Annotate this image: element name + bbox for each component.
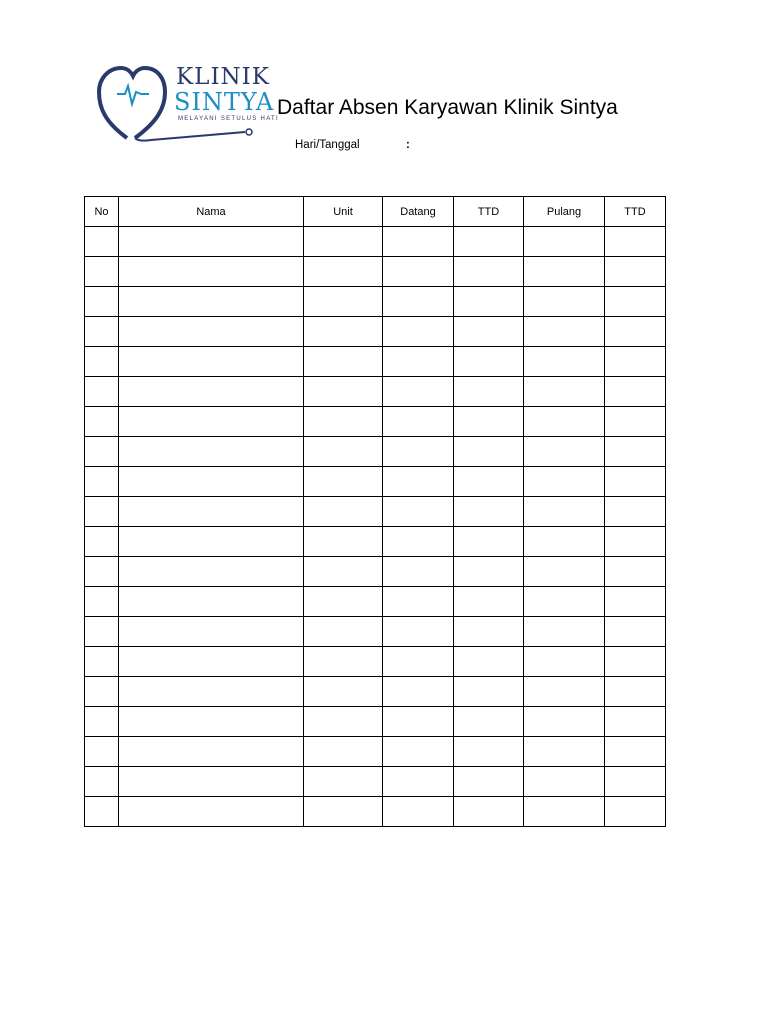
cell-unit — [304, 767, 383, 797]
table-row — [85, 797, 666, 827]
cell-ttd-pulang — [605, 647, 666, 677]
cell-nama — [119, 407, 304, 437]
cell-no — [85, 677, 119, 707]
cell-unit — [304, 617, 383, 647]
header-unit: Unit — [304, 197, 383, 227]
cell-pulang — [524, 647, 605, 677]
cell-ttd-datang — [454, 617, 524, 647]
cell-unit — [304, 287, 383, 317]
cell-datang — [383, 377, 454, 407]
cell-nama — [119, 287, 304, 317]
cell-pulang — [524, 797, 605, 827]
cell-ttd-pulang — [605, 767, 666, 797]
cell-datang — [383, 707, 454, 737]
cell-unit — [304, 557, 383, 587]
cell-nama — [119, 737, 304, 767]
table-row — [85, 617, 666, 647]
cell-nama — [119, 617, 304, 647]
cell-nama — [119, 347, 304, 377]
cell-no — [85, 287, 119, 317]
cell-no — [85, 257, 119, 287]
cell-no — [85, 377, 119, 407]
table-row — [85, 227, 666, 257]
cell-datang — [383, 617, 454, 647]
cell-no — [85, 617, 119, 647]
table-row — [85, 587, 666, 617]
logo-text-sintya: SINTYA — [174, 88, 275, 116]
cell-ttd-pulang — [605, 677, 666, 707]
cell-no — [85, 527, 119, 557]
cell-nama — [119, 527, 304, 557]
cell-nama — [119, 497, 304, 527]
table-body — [85, 227, 666, 827]
cell-no — [85, 347, 119, 377]
cell-ttd-datang — [454, 437, 524, 467]
cell-unit — [304, 587, 383, 617]
cell-no — [85, 647, 119, 677]
cell-nama — [119, 437, 304, 467]
cell-unit — [304, 677, 383, 707]
cell-datang — [383, 347, 454, 377]
cell-ttd-pulang — [605, 797, 666, 827]
logo-text-klinik: KLINIK — [176, 64, 270, 90]
cell-nama — [119, 707, 304, 737]
cell-pulang — [524, 347, 605, 377]
cell-datang — [383, 587, 454, 617]
cell-nama — [119, 377, 304, 407]
cell-ttd-datang — [454, 677, 524, 707]
cell-unit — [304, 647, 383, 677]
cell-datang — [383, 437, 454, 467]
table-row — [85, 767, 666, 797]
cell-datang — [383, 317, 454, 347]
cell-nama — [119, 257, 304, 287]
cell-unit — [304, 317, 383, 347]
table-row — [85, 677, 666, 707]
cell-ttd-datang — [454, 257, 524, 287]
cell-ttd-datang — [454, 287, 524, 317]
cell-nama — [119, 467, 304, 497]
cell-pulang — [524, 587, 605, 617]
cell-ttd-datang — [454, 557, 524, 587]
table-row — [85, 707, 666, 737]
table-row — [85, 287, 666, 317]
cell-unit — [304, 347, 383, 377]
table-row — [85, 377, 666, 407]
cell-nama — [119, 647, 304, 677]
cell-pulang — [524, 257, 605, 287]
cell-datang — [383, 527, 454, 557]
cell-pulang — [524, 437, 605, 467]
cell-no — [85, 737, 119, 767]
cell-no — [85, 797, 119, 827]
cell-ttd-pulang — [605, 287, 666, 317]
cell-no — [85, 407, 119, 437]
cell-datang — [383, 497, 454, 527]
cell-ttd-pulang — [605, 227, 666, 257]
cell-ttd-datang — [454, 527, 524, 557]
cell-no — [85, 707, 119, 737]
cell-ttd-pulang — [605, 617, 666, 647]
cell-no — [85, 227, 119, 257]
cell-unit — [304, 797, 383, 827]
cell-ttd-datang — [454, 767, 524, 797]
cell-pulang — [524, 287, 605, 317]
table-row — [85, 407, 666, 437]
header-datang: Datang — [383, 197, 454, 227]
cell-ttd-pulang — [605, 707, 666, 737]
cell-ttd-datang — [454, 347, 524, 377]
cell-pulang — [524, 377, 605, 407]
header-ttd-datang: TTD — [454, 197, 524, 227]
cell-no — [85, 437, 119, 467]
header-no: No — [85, 197, 119, 227]
cell-nama — [119, 557, 304, 587]
cell-ttd-datang — [454, 707, 524, 737]
cell-unit — [304, 407, 383, 437]
cell-unit — [304, 737, 383, 767]
cell-ttd-datang — [454, 737, 524, 767]
cell-pulang — [524, 707, 605, 737]
cell-unit — [304, 497, 383, 527]
cell-ttd-pulang — [605, 317, 666, 347]
cell-unit — [304, 707, 383, 737]
cell-ttd-datang — [454, 497, 524, 527]
cell-pulang — [524, 407, 605, 437]
cell-unit — [304, 227, 383, 257]
cell-ttd-datang — [454, 227, 524, 257]
cell-ttd-pulang — [605, 557, 666, 587]
table-row — [85, 347, 666, 377]
cell-nama — [119, 587, 304, 617]
table-row — [85, 737, 666, 767]
cell-ttd-pulang — [605, 587, 666, 617]
cell-pulang — [524, 317, 605, 347]
table-row — [85, 257, 666, 287]
cell-nama — [119, 767, 304, 797]
cell-ttd-datang — [454, 587, 524, 617]
cell-datang — [383, 287, 454, 317]
cell-ttd-pulang — [605, 497, 666, 527]
cell-pulang — [524, 557, 605, 587]
cell-ttd-datang — [454, 377, 524, 407]
cell-ttd-datang — [454, 467, 524, 497]
cell-datang — [383, 767, 454, 797]
header-pulang: Pulang — [524, 197, 605, 227]
cell-ttd-datang — [454, 407, 524, 437]
cell-pulang — [524, 767, 605, 797]
table-row — [85, 647, 666, 677]
cell-ttd-datang — [454, 317, 524, 347]
cell-ttd-pulang — [605, 527, 666, 557]
cell-unit — [304, 257, 383, 287]
header-nama: Nama — [119, 197, 304, 227]
cell-pulang — [524, 737, 605, 767]
cell-ttd-pulang — [605, 347, 666, 377]
logo-tagline: MELAYANI SETULUS HATI — [178, 116, 279, 122]
cell-datang — [383, 677, 454, 707]
table-header-row — [85, 197, 666, 227]
date-label: Hari/Tanggal — [295, 139, 360, 151]
cell-unit — [304, 377, 383, 407]
cell-ttd-pulang — [605, 437, 666, 467]
date-separator: : — [406, 139, 410, 151]
cell-nama — [119, 317, 304, 347]
table-row — [85, 527, 666, 557]
cell-datang — [383, 647, 454, 677]
cell-ttd-pulang — [605, 257, 666, 287]
cell-unit — [304, 527, 383, 557]
cell-datang — [383, 467, 454, 497]
cell-no — [85, 497, 119, 527]
cell-ttd-pulang — [605, 377, 666, 407]
cell-no — [85, 317, 119, 347]
cell-datang — [383, 737, 454, 767]
cell-pulang — [524, 227, 605, 257]
cell-no — [85, 467, 119, 497]
cell-unit — [304, 467, 383, 497]
cell-pulang — [524, 497, 605, 527]
cell-no — [85, 587, 119, 617]
cell-ttd-pulang — [605, 737, 666, 767]
cell-nama — [119, 227, 304, 257]
cell-pulang — [524, 677, 605, 707]
page-title: Daftar Absen Karyawan Klinik Sintya — [277, 96, 618, 119]
cell-ttd-datang — [454, 647, 524, 677]
cell-ttd-pulang — [605, 467, 666, 497]
table-row — [85, 557, 666, 587]
cell-datang — [383, 257, 454, 287]
cell-no — [85, 557, 119, 587]
table-row — [85, 497, 666, 527]
cell-ttd-pulang — [605, 407, 666, 437]
cell-datang — [383, 407, 454, 437]
table-row — [85, 317, 666, 347]
cell-unit — [304, 437, 383, 467]
cell-no — [85, 767, 119, 797]
table-row — [85, 467, 666, 497]
cell-datang — [383, 557, 454, 587]
cell-pulang — [524, 467, 605, 497]
cell-datang — [383, 227, 454, 257]
cell-ttd-datang — [454, 797, 524, 827]
cell-pulang — [524, 527, 605, 557]
cell-nama — [119, 797, 304, 827]
attendance-table — [84, 196, 666, 827]
table-row — [85, 437, 666, 467]
cell-nama — [119, 677, 304, 707]
cell-datang — [383, 797, 454, 827]
header-ttd-pulang: TTD — [605, 197, 666, 227]
cell-pulang — [524, 617, 605, 647]
